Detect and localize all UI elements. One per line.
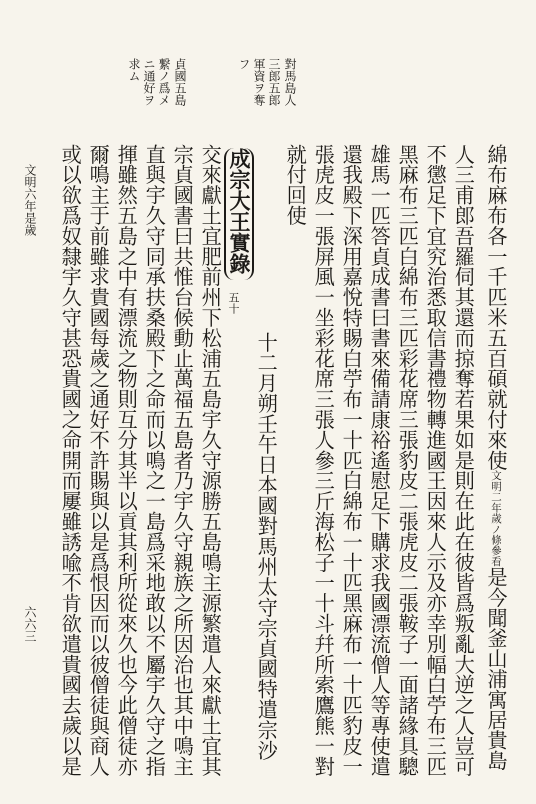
margin-note-col: 對馬島人 bbox=[283, 58, 297, 106]
text-column-5: 雄馬一匹答貞成書曰書來備請康裕遙慰足下購求我國漂流僧人等專使遣 bbox=[367, 144, 392, 777]
text-run: 綿布麻布各一千匹米五百碩就付來使 bbox=[484, 144, 508, 471]
page-number: 六六三 bbox=[23, 606, 37, 642]
text-column-7: 張虎皮一張屏風一坐彩花席三張人參三斤海松子一十斗幷所索鷹熊一對 bbox=[311, 144, 336, 777]
text-column-10: 交來獻土宜肥前州下松浦五島宇久守源勝五島鳴主源繁遣人來獻土宜其 bbox=[198, 144, 223, 777]
margin-note-col: 繋ノ爲メ bbox=[157, 58, 171, 106]
text-column-2: 人三甫郎吾羅伺其還而掠奪若果如是則在此在彼皆爲叛亂大逆之人豈可 bbox=[451, 144, 476, 777]
text-column-11: 宗貞國書曰共惟台候動止萬福五島者乃宇久守親族之所因治也其中鳴主 bbox=[170, 144, 195, 777]
margin-note-col: 貞國五島 bbox=[173, 58, 187, 106]
inline-note-top: 文明二年 bbox=[490, 470, 502, 514]
inline-note-bottom: 歲ノ條參看 bbox=[490, 513, 502, 567]
text-column-12: 直與宇久守同承扶桑殿下之命而以鳴之一島爲采地敢以不屬宇久守之指 bbox=[142, 144, 167, 777]
margin-note-col: 三郎五郎 bbox=[267, 58, 281, 106]
text-column-14: 爾鳴主于前雖求貴國每歲之通好不許賜與以是爲恨因而以彼僧徒與商人 bbox=[86, 144, 111, 777]
text-run: 是今聞釜山浦寓居貴島 bbox=[484, 566, 508, 771]
text-column-13: 揮雖然五島之中有漂流之物則互分其半以貢其利所從來久也今此僧徒亦 bbox=[114, 144, 139, 777]
text-column-1 bbox=[481, 144, 506, 771]
chronicle-title: 成宗大王實錄 bbox=[227, 148, 252, 274]
margin-note-col: 求ム bbox=[127, 58, 141, 82]
margin-note-col: フ bbox=[237, 58, 251, 70]
margin-note-col: ニ通好ヲ bbox=[142, 58, 156, 106]
text-column-9: 十二月朔壬午日本國對馬州太守宗貞國特遣宗沙 bbox=[254, 332, 279, 761]
running-head: 文明六年是歲 bbox=[23, 164, 37, 236]
title-volume-number: 五十 bbox=[227, 292, 240, 314]
inline-note bbox=[481, 470, 501, 566]
text-column-15: 或以欲爲奴隸宇久守甚恐貴國之命開而屢雖誘喩不肯欲遣貴國去歲以是 bbox=[58, 144, 83, 777]
text-column-6: 還我殿下深用嘉悅特賜白苧布一十匹白綿布一十匹黑麻布一十匹豹皮一 bbox=[339, 144, 364, 777]
title-cartouche bbox=[224, 148, 254, 280]
text-column-4: 黑麻布三匹白綿布三匹彩花席三張豹皮二張虎皮二張鞍子一面諸緣具驄 bbox=[395, 144, 420, 777]
margin-note-col: 軍資ヲ奪 bbox=[252, 58, 266, 106]
text-column-8: 就付回使 bbox=[283, 144, 308, 226]
text-column-3: 不懲足下宜究治悉取信書禮物轉進國王因來人示及亦幸別幅白苧布三匹 bbox=[423, 144, 448, 777]
